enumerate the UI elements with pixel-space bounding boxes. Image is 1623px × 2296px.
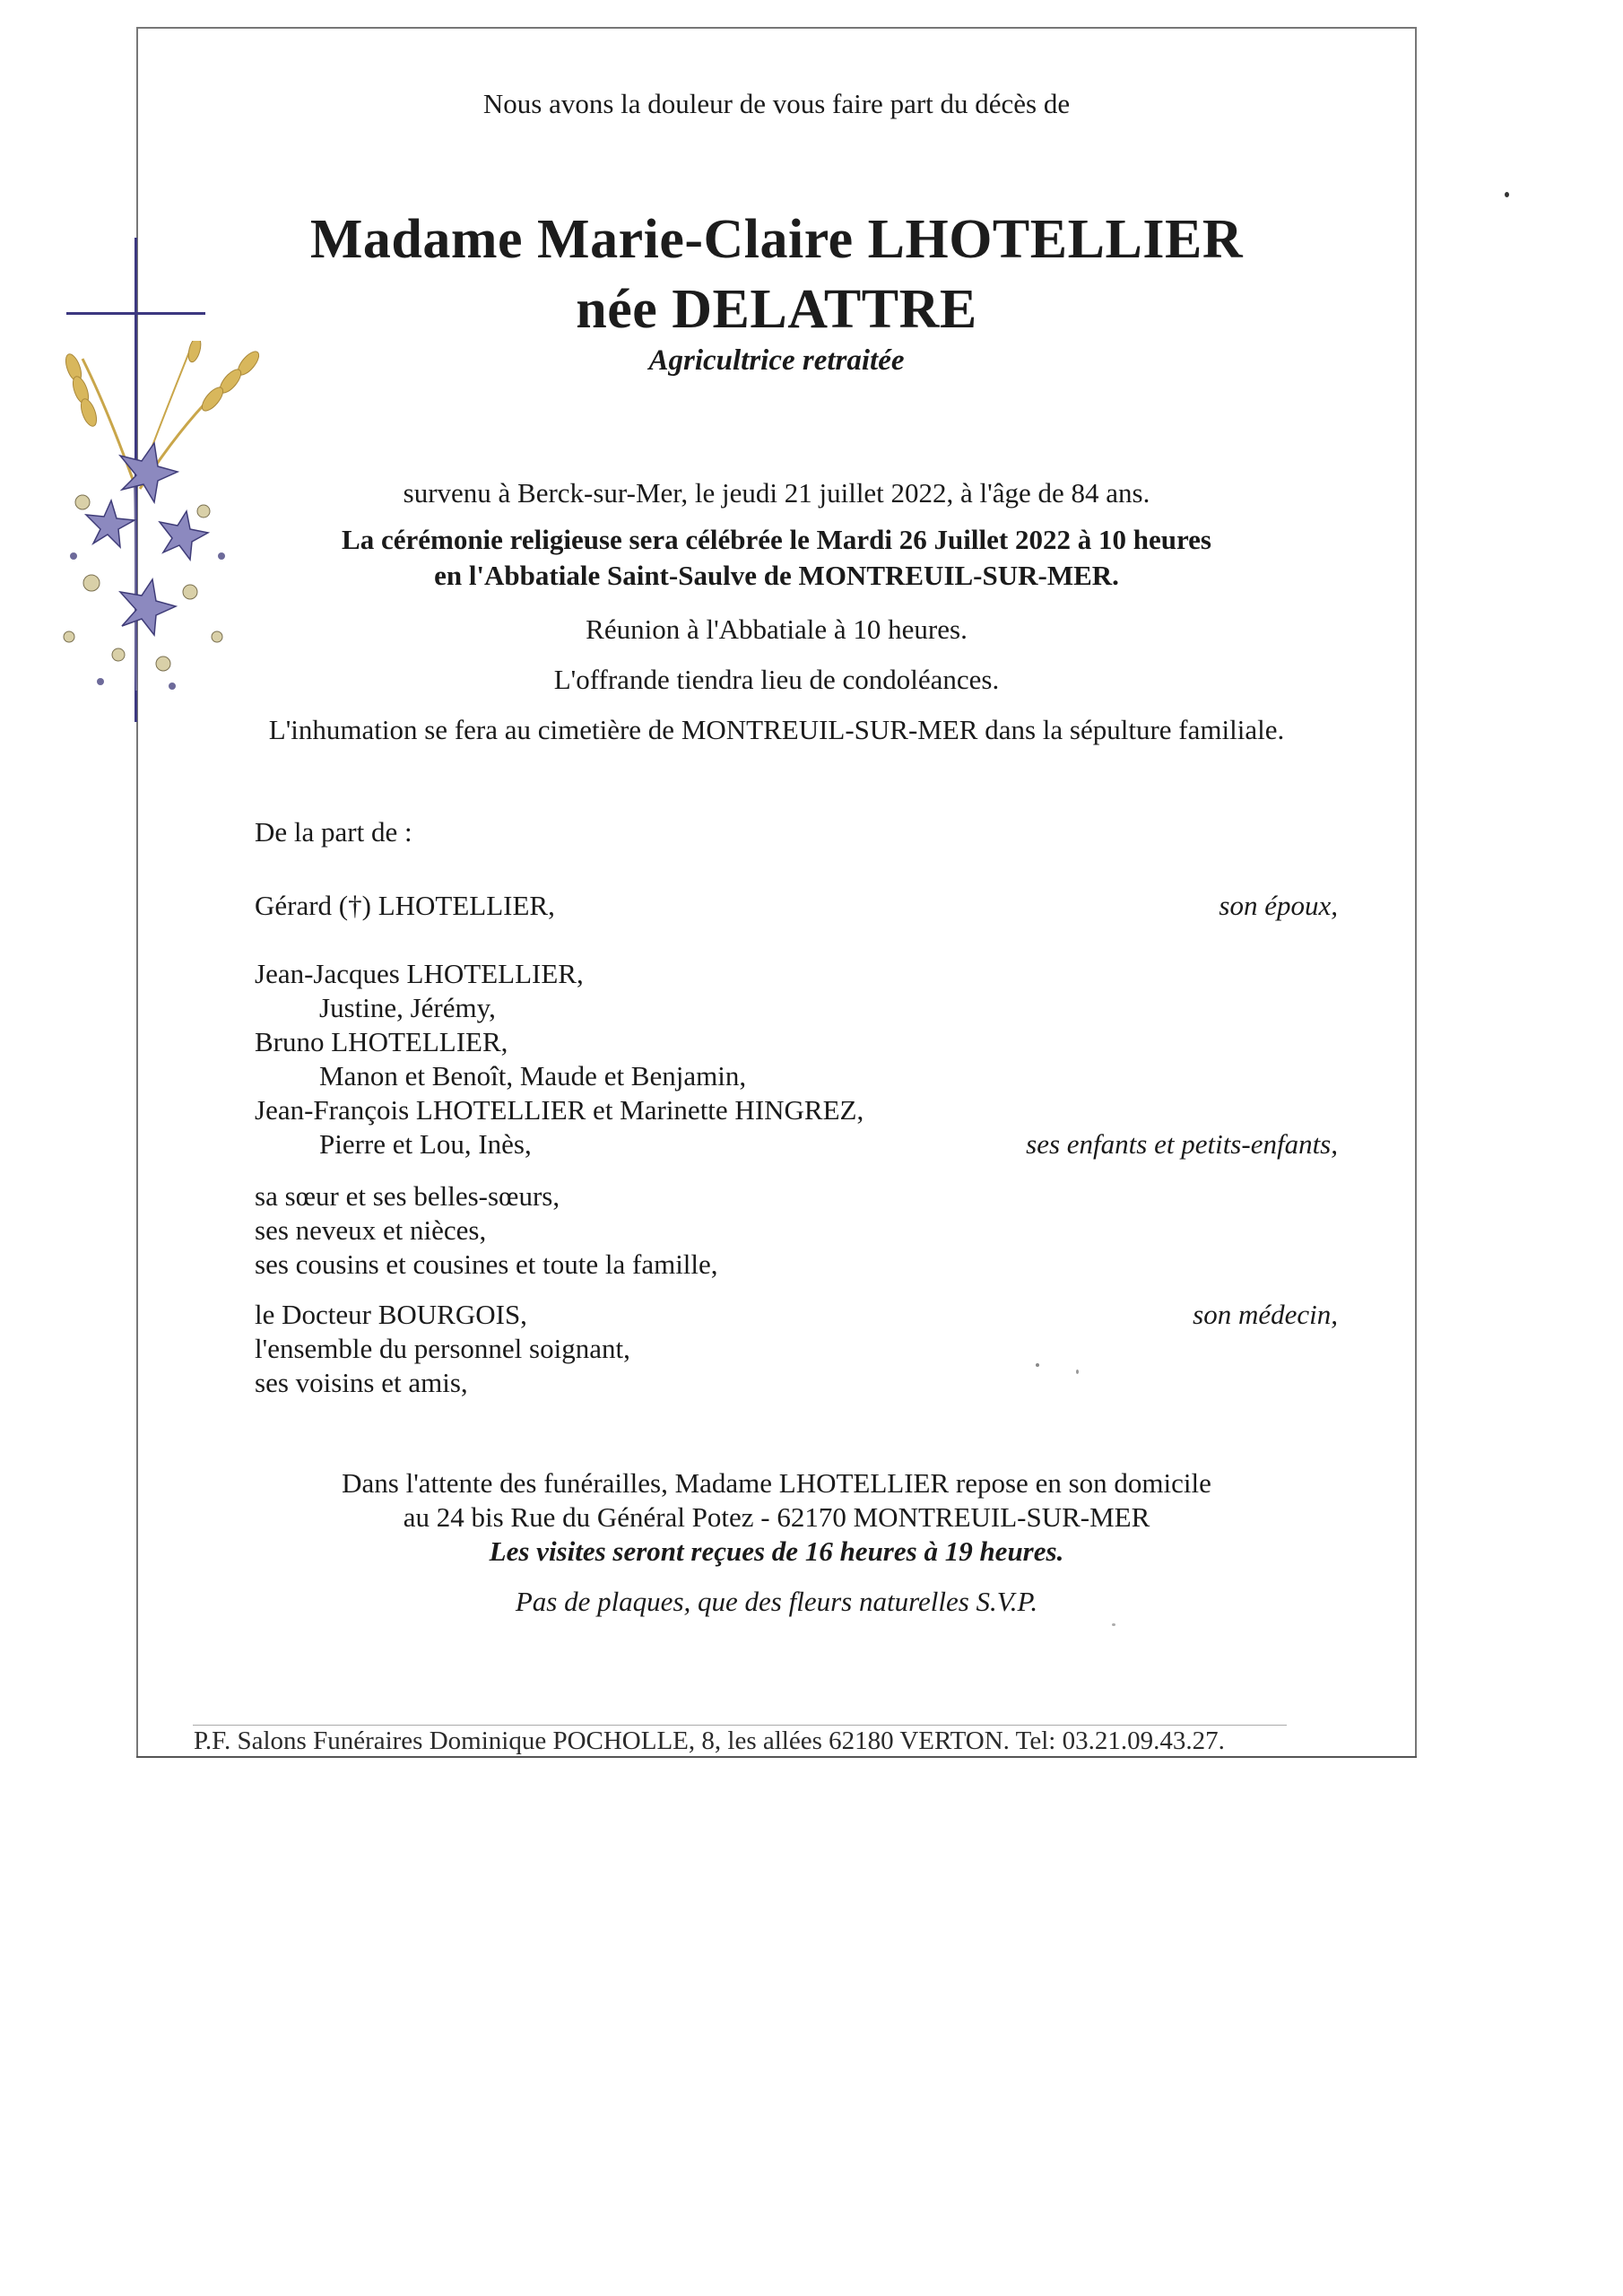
family-line: ses neveux et nièces, <box>255 1214 487 1246</box>
announcement-line: Nous avons la douleur de vous faire part du décès de <box>482 88 1071 119</box>
family-line: Justine, Jérémy, <box>319 992 496 1023</box>
frame-bottom-border <box>136 1756 1417 1758</box>
from-label: De la part de : <box>255 816 412 848</box>
scan-speck <box>1112 1623 1115 1626</box>
family-line: ses voisins et amis, <box>255 1367 468 1398</box>
wake-line-1: Dans l'attente des funérailles, Madame LHOTELLIER repose en son domicile <box>342 1467 1211 1499</box>
maiden-name: née DELATTRE <box>576 279 977 340</box>
scan-speck <box>1036 1363 1039 1367</box>
family-line: l'ensemble du personnel soignant, <box>255 1333 630 1364</box>
reunion-line: Réunion à l'Abbatiale à 10 heures. <box>586 613 968 645</box>
offrande-line: L'offrande tiendra lieu de condoléances. <box>553 664 1000 695</box>
spouse-name: Gérard (†) LHOTELLIER, <box>255 890 555 921</box>
family-line: sa sœur et ses belles-sœurs, <box>255 1180 560 1212</box>
family-line: Bruno LHOTELLIER, <box>255 1026 508 1057</box>
family-line: Jean-François LHOTELLIER et Marinette HINGREZ, <box>255 1094 864 1126</box>
ceremony-line-2: en l'Abbatiale Saint-Saulve de MONTREUIL-SUR-MER. <box>434 560 1119 591</box>
family-line: ses cousins et cousines et toute la famille, <box>255 1248 718 1280</box>
footer-rule <box>193 1725 1287 1726</box>
wheat-flower-bouquet-icon <box>47 341 289 700</box>
doctor-relation: son médecin, <box>1193 1299 1338 1330</box>
family-line: Manon et Benoît, Maude et Benjamin, <box>319 1060 747 1091</box>
scan-speck <box>1076 1370 1079 1374</box>
scan-speck <box>1505 192 1509 197</box>
death-notice: survenu à Berck-sur-Mer, le jeudi 21 juillet 2022, à l'âge de 84 ans. <box>403 477 1150 509</box>
funeral-home-footer: P.F. Salons Funéraires Dominique POCHOLLE, 8, les allées 62180 VERTON. Tel: 03.21.09.43.27. <box>194 1726 1225 1755</box>
wake-line-2: au 24 bis Rue du Général Potez - 62170 MONTREUIL-SUR-MER <box>403 1501 1150 1533</box>
deceased-name: Madame Marie-Claire LHOTELLIER <box>309 209 1244 270</box>
ceremony-line-1: La cérémonie religieuse sera célébrée le Mardi 26 Juillet 2022 à 10 heures <box>342 524 1211 555</box>
profession: Agricultrice retraitée <box>648 344 905 377</box>
family-line: le Docteur BOURGOIS, <box>255 1299 527 1330</box>
family-line: Jean-Jacques LHOTELLIER, <box>255 958 584 989</box>
children-relation: ses enfants et petits-enfants, <box>1026 1128 1338 1160</box>
family-line: Pierre et Lou, Inès, <box>319 1128 532 1160</box>
inhumation-line: L'inhumation se fera au cimetière de MONTREUIL-SUR-MER dans la sépulture familiale. <box>268 714 1285 745</box>
flowers-line: Pas de plaques, que des fleurs naturelles S.V.P. <box>515 1586 1038 1617</box>
spouse-relation: son époux, <box>1219 890 1338 921</box>
visits-line: Les visites seront reçues de 16 heures à 19 heures. <box>489 1535 1064 1567</box>
